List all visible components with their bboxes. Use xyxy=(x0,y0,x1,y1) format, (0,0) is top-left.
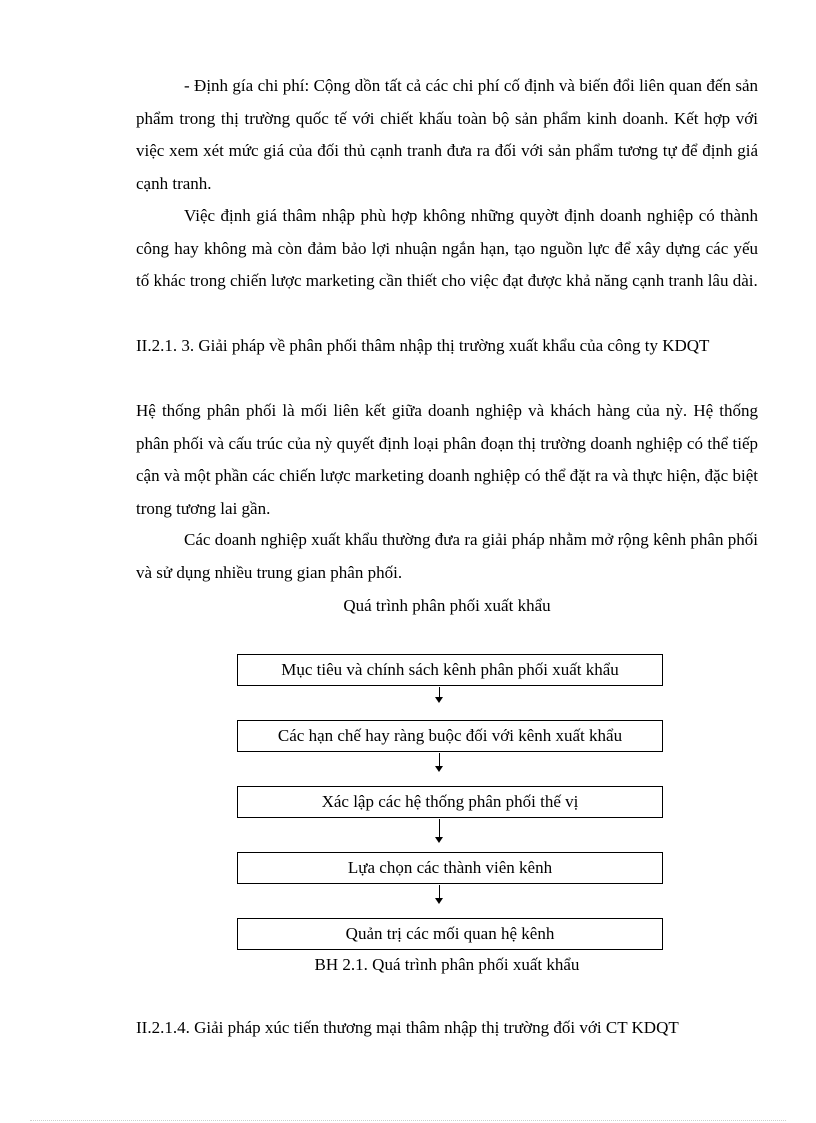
flow-step-1: Mục tiêu và chính sách kênh phân phối xuất khẩu xyxy=(237,654,663,686)
flow-step-5: Quản trị các mối quan hệ kênh xyxy=(237,918,663,950)
section-heading-promotion: II.2.1.4. Giải pháp xúc tiến thương mại thâm nhập thị trường đối với CT KDQT xyxy=(136,1018,679,1037)
paragraph-exporters: Các doanh nghiệp xuất khẩu thường đưa ra giải pháp nhằm mở rộng kênh phân phối và sử dụng nhiều trung gian phân phối. xyxy=(136,530,758,582)
paragraph-distribution-system: Hệ thống phân phối là mối liên kết giữa doanh nghiệp và khách hàng của nỳ. Hệ thống phân phối và cấu trúc của nỳ quyết định loại phân đoạn thị trường doanh nghiệp có thể tiếp cận và một phần các chiến lược marketing doanh nghiệp có thể đặt ra và thực hiện, đặc biệt trong tương lai gần. xyxy=(136,401,758,518)
flow-step-4: Lựa chọn các thành viên kênh xyxy=(237,852,663,884)
section-heading-distribution: II.2.1. 3. Giải pháp về phân phối thâm nhập thị trường xuất khẩu của công ty KDQT xyxy=(136,336,710,355)
flow-step-3: Xác lập các hệ thống phân phối thế vị xyxy=(237,786,663,818)
flow-step-2: Các hạn chế hay ràng buộc đối với kênh xuất khẩu xyxy=(237,720,663,752)
diagram-caption: BH 2.1. Quá trình phân phối xuất khẩu xyxy=(314,955,580,974)
diagram-title: Quá trình phân phối xuất khẩu xyxy=(343,596,551,615)
paragraph-penetration-pricing: Việc định giá thâm nhập phù hợp không những quyờt định doanh nghiệp có thành công hay không mà còn đảm bảo lợi nhuận ngắn hạn, tạo nguồn lực để xây dựng các yếu tố khác trong chiến lược marketing cần thiết cho việc đạt được khả năng cạnh tranh lâu dài. xyxy=(136,206,758,290)
paragraph-cost-pricing: - Định gía chi phí: Cộng dồn tất cả các chi phí cố định và biến đổi liên quan đến sản phẩm trong thị trường quốc tế với chiết khấu toàn bộ sản phẩm kinh doanh. Kết hợp với việc xem xét mức giá của đối thủ cạnh tranh đưa ra đối với sản phẩm tương tự để định giá cạnh tranh. xyxy=(136,76,758,193)
page-divider xyxy=(30,1120,786,1121)
